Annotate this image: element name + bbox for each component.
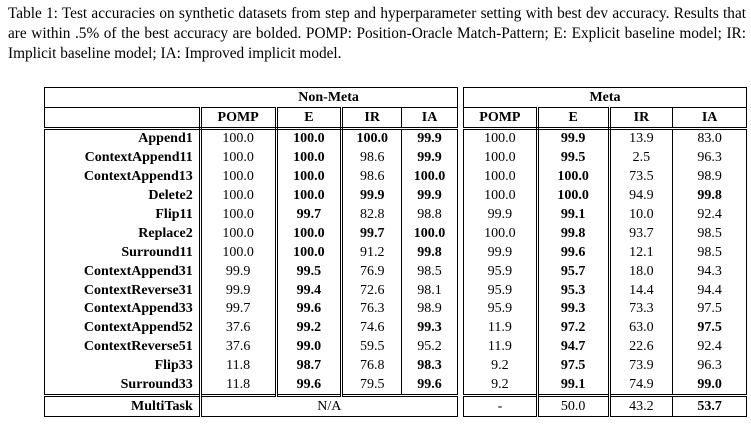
table-cell: 50.0: [537, 396, 609, 417]
table-cell: 83.0: [697, 131, 722, 147]
table-row: [464, 206, 747, 225]
table-cell: 98.3: [417, 358, 442, 374]
table-cell: 95.9: [464, 262, 538, 281]
table-row: [45, 338, 458, 357]
table-row: [464, 357, 747, 376]
table-cell: 79.5: [342, 376, 402, 396]
meta-column-header-ia: IA: [673, 108, 747, 129]
table-caption: Table 1: Test accuracies on synthetic datasets from step and hyperparameter setting with best dev accuracy. Results that are within .5% of the best accuracy are bolded. POMP: Position-Oracle Match-Pattern; E: Explicit baseline model; IR: Implicit baseline model; IA: Improved implicit model.: [8, 5, 746, 62]
meta-column-header-pomp: POMP: [464, 108, 538, 129]
table-cell: 98.5: [697, 225, 722, 241]
table-cell: 100.0: [537, 187, 609, 206]
table-cell: 99.1: [537, 206, 609, 225]
table-cell: 99.9: [342, 187, 402, 206]
table-cell: 94.3: [697, 263, 722, 279]
table-row: [464, 243, 747, 262]
table-cell: 99.8: [537, 224, 609, 243]
table-cell: 11.8: [200, 357, 276, 376]
table-cell: 99.2: [276, 319, 342, 338]
table-cell: 73.3: [609, 300, 673, 319]
table-row: [45, 224, 458, 243]
table-cell: 97.5: [697, 320, 722, 336]
table-cell: 100.0: [464, 168, 538, 187]
row-label: MultiTask: [45, 396, 201, 417]
table-cell: 99.7: [200, 300, 276, 319]
table-row: [45, 300, 458, 319]
meta-column-header-ir: IR: [609, 108, 673, 129]
table-cell: 100.0: [342, 129, 402, 149]
table-cell: 99.0: [697, 377, 722, 393]
table-cell: 100.0: [464, 149, 538, 168]
table-cell: 10.0: [609, 206, 673, 225]
table-row: [464, 224, 747, 243]
table-cell: 99.0: [276, 338, 342, 357]
meta-table: [463, 87, 747, 417]
table-cell: 100.0: [200, 168, 276, 187]
table-cell: 99.4: [276, 281, 342, 300]
table-cell: 74.9: [609, 376, 673, 396]
table-cell: 53.7: [673, 396, 747, 417]
column-header-ir: IR: [342, 108, 402, 129]
table-cell: 93.7: [609, 224, 673, 243]
table-cell: 12.1: [609, 243, 673, 262]
table-cell: 100.0: [464, 129, 538, 149]
table-cell: 100.0: [413, 225, 446, 241]
table-cell: 100.0: [200, 187, 276, 206]
table-cell: 100.0: [464, 224, 538, 243]
table-cell: 99.6: [276, 376, 342, 396]
column-header-pomp: POMP: [200, 108, 276, 129]
table-cell: 99.9: [200, 281, 276, 300]
table-cell: 97.5: [697, 301, 722, 317]
row-label: Surround11: [45, 243, 201, 262]
table-row: [464, 376, 747, 396]
table-cell: 99.6: [276, 300, 342, 319]
table-cell: 98.5: [697, 244, 722, 260]
table-cell: 73.9: [609, 357, 673, 376]
table-cell: 99.9: [200, 262, 276, 281]
table-cell: 97.5: [537, 357, 609, 376]
table-cell: 59.5: [342, 338, 402, 357]
table-cell: 99.6: [417, 377, 442, 393]
table-row: [45, 129, 458, 149]
table-cell: 63.0: [609, 319, 673, 338]
table-cell: 100.0: [276, 243, 342, 262]
row-label: Surround33: [45, 376, 201, 396]
table-cell: 76.9: [342, 262, 402, 281]
table-cell: 99.6: [537, 243, 609, 262]
table-cell: 98.6: [342, 149, 402, 168]
table-cell: 99.7: [276, 206, 342, 225]
table-row: [464, 338, 747, 357]
table-cell: 82.8: [342, 206, 402, 225]
row-label: ContextAppend31: [45, 262, 201, 281]
table-cell: 98.7: [276, 357, 342, 376]
table-cell: 100.0: [200, 129, 276, 149]
table-cell: 99.5: [276, 262, 342, 281]
multitask-row: [464, 396, 747, 417]
table-cell: 98.9: [697, 169, 722, 185]
row-label: ContextAppend52: [45, 319, 201, 338]
table-cell: 98.5: [417, 263, 442, 279]
table-cell: -: [464, 396, 538, 417]
table-cell: 11.8: [200, 376, 276, 396]
row-label: ContextAppend11: [45, 149, 201, 168]
table-row: [464, 168, 747, 187]
table-cell: 99.9: [417, 131, 442, 147]
table-cell: 95.3: [537, 281, 609, 300]
row-label: Append1: [45, 129, 201, 149]
table-cell: 99.3: [537, 300, 609, 319]
table-cell: 99.8: [417, 244, 442, 260]
table-cell: 99.5: [537, 149, 609, 168]
table-cell: 99.3: [417, 320, 442, 336]
table-cell: 74.6: [342, 319, 402, 338]
table-cell: 91.2: [342, 243, 402, 262]
table-cell: 96.3: [697, 150, 722, 166]
table-cell: 72.6: [342, 281, 402, 300]
table-cell: 98.6: [342, 168, 402, 187]
table-row: [45, 243, 458, 262]
table-cell: 99.9: [417, 150, 442, 166]
meta-column-header-e: E: [537, 108, 609, 129]
table-row: [464, 319, 747, 338]
table-cell: 9.2: [464, 357, 538, 376]
row-label: Flip33: [45, 357, 201, 376]
table-cell: 99.9: [464, 243, 538, 262]
table-cell: 22.6: [609, 338, 673, 357]
table-cell: 95.7: [537, 262, 609, 281]
table-cell: 13.9: [609, 129, 673, 149]
meta-group-header: Meta: [464, 88, 747, 108]
table-cell: N/A: [200, 396, 457, 417]
table-cell: 99.9: [417, 188, 442, 204]
table-row: [45, 206, 458, 225]
table-cell: 2.5: [609, 149, 673, 168]
table-cell: 94.9: [609, 187, 673, 206]
non-meta-table: [44, 87, 458, 417]
row-label: Delete2: [45, 187, 201, 206]
table-cell: 43.2: [609, 396, 673, 417]
table-cell: 100.0: [200, 206, 276, 225]
table-row: [45, 262, 458, 281]
table-row: [45, 187, 458, 206]
table-cell: 95.9: [464, 300, 538, 319]
table-cell: 94.4: [697, 282, 722, 298]
table-cell: 95.9: [464, 281, 538, 300]
table-cell: 98.1: [417, 282, 442, 298]
table-row: [45, 149, 458, 168]
table-row: [464, 129, 747, 149]
table-row: [464, 187, 747, 206]
row-label: ContextReverse31: [45, 281, 201, 300]
table-cell: 92.4: [697, 207, 722, 222]
table-cell: 92.4: [697, 339, 722, 355]
multitask-row: [45, 396, 458, 417]
table-cell: 100.0: [276, 187, 342, 206]
table-cell: 95.2: [417, 339, 442, 355]
table-cell: 11.9: [464, 338, 538, 357]
table-cell: 18.0: [609, 262, 673, 281]
table-cell: 100.0: [276, 168, 342, 187]
row-label: ContextAppend13: [45, 168, 201, 187]
table-cell: 76.3: [342, 300, 402, 319]
table-row: [45, 319, 458, 338]
table-cell: 98.9: [417, 301, 442, 317]
non-meta-group-header: Non-Meta: [200, 88, 457, 108]
row-label: Flip11: [45, 206, 201, 225]
table-cell: 100.0: [464, 187, 538, 206]
table-cell: 73.5: [609, 168, 673, 187]
table-cell: 100.0: [200, 224, 276, 243]
table-cell: 11.9: [464, 319, 538, 338]
column-header-ia: IA: [402, 108, 458, 129]
table-cell: 98.8: [417, 207, 442, 222]
table-cell: 9.2: [464, 376, 538, 396]
table-cell: 100.0: [276, 149, 342, 168]
table-row: [45, 281, 458, 300]
row-label: Replace2: [45, 224, 201, 243]
table-cell: 99.9: [537, 129, 609, 149]
table-row: [464, 281, 747, 300]
row-label: ContextAppend33: [45, 300, 201, 319]
table-row: [464, 262, 747, 281]
row-label: ContextReverse51: [45, 338, 201, 357]
table-cell: 100.0: [200, 149, 276, 168]
table-row: [464, 300, 747, 319]
table-cell: 100.0: [537, 168, 609, 187]
table-row: [45, 168, 458, 187]
table-cell: 100.0: [276, 129, 342, 149]
table-cell: 97.2: [537, 319, 609, 338]
table-cell: 96.3: [697, 358, 722, 374]
table-cell: 99.8: [697, 188, 722, 204]
table-cell: 100.0: [413, 169, 446, 185]
table-row: [45, 376, 458, 396]
table-cell: 14.4: [609, 281, 673, 300]
table-cell: 76.8: [342, 357, 402, 376]
table-row: [464, 149, 747, 168]
table-cell: 100.0: [276, 224, 342, 243]
table-row: [45, 357, 458, 376]
table-cell: 99.1: [537, 376, 609, 396]
table-cell: 99.7: [342, 224, 402, 243]
table-cell: 37.6: [200, 319, 276, 338]
table-cell: 99.9: [464, 206, 538, 225]
column-header-e: E: [276, 108, 342, 129]
table-cell: 94.7: [537, 338, 609, 357]
table-cell: 100.0: [200, 243, 276, 262]
table-cell: 37.6: [200, 338, 276, 357]
